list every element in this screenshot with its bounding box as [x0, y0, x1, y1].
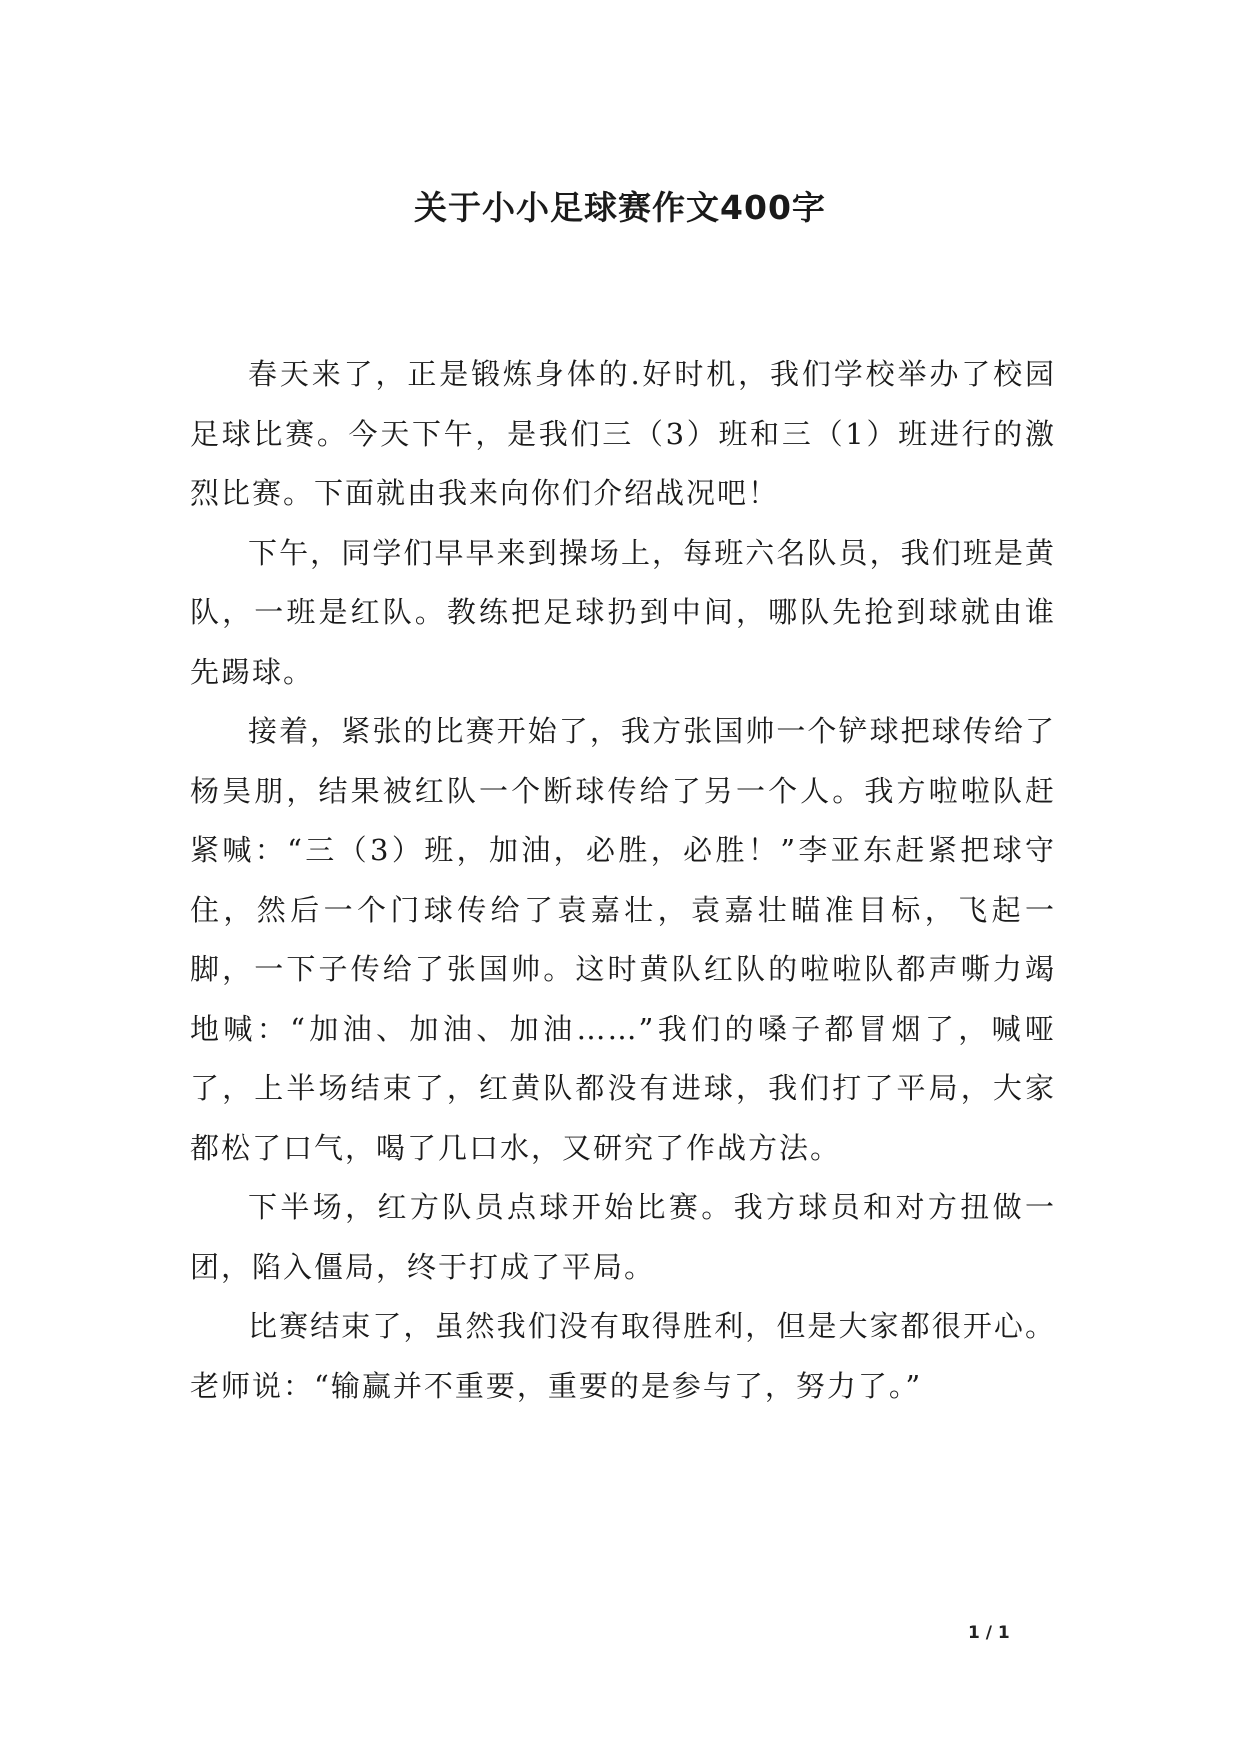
- paragraph: 春天来了，正是锻炼身体的.好时机，我们学校举办了校园足球比赛。今天下午，是我们三（3）班和三（1）班进行的激烈比赛。下面就由我来向你们介绍战况吧！: [190, 357, 1056, 510]
- document-title: 关于小小足球赛作文400字: [414, 188, 826, 227]
- paragraph: 比赛结束了，虽然我们没有取得胜利，但是大家都很开心。老师说：“输赢并不重要，重要的是参与了，努力了。”: [190, 1309, 1056, 1403]
- paragraph: 下午，同学们早早来到操场上，每班六名队员，我们班是黄队，一班是红队。教练把足球扔到中间，哪队先抢到球就由谁先踢球。: [190, 535, 1056, 689]
- paragraph: 接着，紧张的比赛开始了，我方张国帅一个铲球把球传给了杨昊朋，结果被红队一个断球传给了另一个人。我方啦啦队赶紧喊：“三（3）班，加油，必胜，必胜！”李亚东赶紧把球守住，然后一个门球传给了袁嘉壮，袁嘉壮瞄准目标，飞起一脚，一下子传给了张国帅。这时黄队红队的啦啦队都声嘶力竭地喊：“加油、加油、加油……”我们的嗓子都冒烟了，喊哑了，上半场结束了，红黄队都没有进球，我们打了平局，大家都松了口气，喝了几口水，又研究了作战方法。: [190, 714, 1056, 1165]
- document-body: [190, 345, 1056, 1416]
- paragraph: 下半场，红方队员点球开始比赛。我方球员和对方扭做一团，陷入僵局，终于打成了平局。: [190, 1190, 1056, 1284]
- page-number: 1 / 1: [968, 1623, 1010, 1643]
